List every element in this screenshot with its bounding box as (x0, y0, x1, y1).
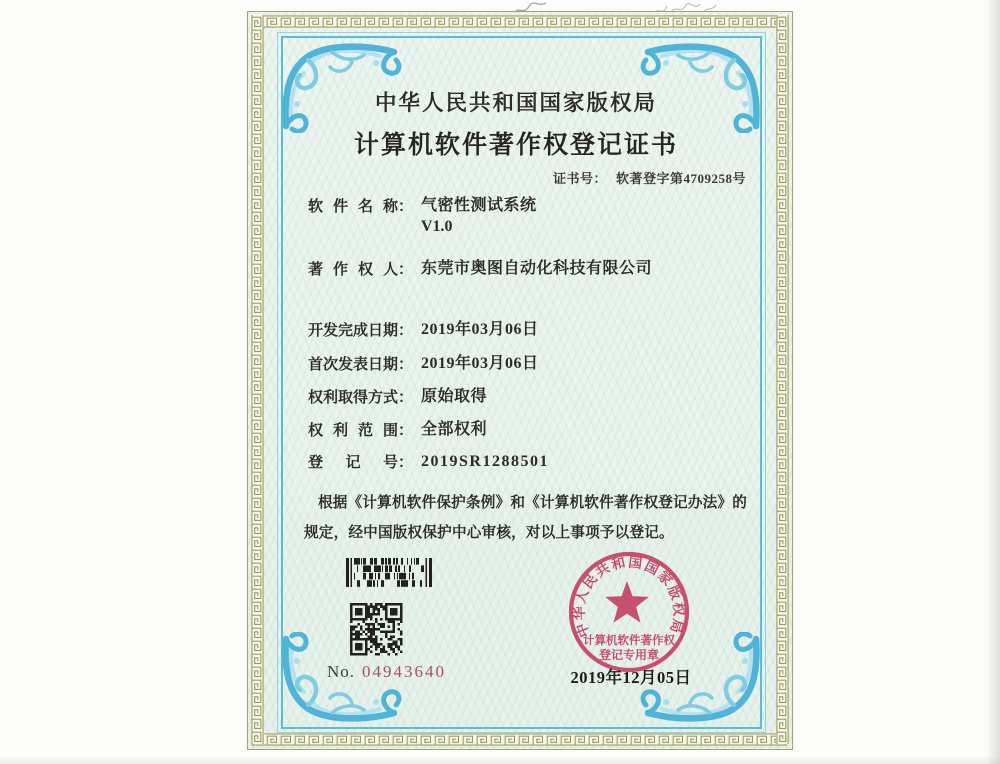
field-label: 软件名称 (308, 199, 398, 215)
scan-shadow (0, 756, 1000, 764)
field-row-rights-scope: 权利范围 ： 全部权利 (308, 421, 488, 439)
serial-prefix: No. (327, 662, 356, 681)
seal-star-icon (605, 581, 649, 623)
serial-number (327, 662, 446, 682)
field-label: 权利取得方式 (308, 390, 399, 406)
barcode (346, 558, 432, 587)
certificate-title: 计算机软件著作权登记证书 (353, 132, 678, 159)
field-value: 东莞市奥图自动化科技有限公司 (421, 260, 653, 277)
field-label: 开发完成日期 (308, 323, 399, 339)
qr-code (350, 603, 403, 656)
field-label: 著作权人 (308, 262, 398, 278)
seal-line2: 登记专用章 (598, 648, 660, 662)
field-row-software-name: 软件名称 ： 气密性测试系统 V1.0 (308, 197, 537, 235)
field-row-first-publish-date: 首次发表日期 ： 2019年03月06日 (308, 355, 539, 373)
certificate-number-value: 软著登字第4709258号 (615, 171, 746, 186)
field-value: 气密性测试系统 V1.0 (421, 197, 537, 235)
seal-line1: 计算机软件著作权 (583, 635, 675, 647)
software-version: V1.0 (421, 218, 453, 235)
issue-date: 2019年12月05日 (570, 668, 692, 687)
field-value: 原始取得 (421, 388, 488, 405)
certificate-number-label: 证书号： (552, 171, 607, 186)
field-row-dev-complete-date: 开发完成日期 ： 2019年03月06日 (308, 321, 539, 339)
scan-shadow (986, 0, 1000, 764)
certificate-number (553, 168, 746, 187)
certificate (247, 11, 793, 750)
field-label: 权利范围 (308, 423, 398, 439)
field-row-copyright-owner: 著作权人 ： 东莞市奥图自动化科技有限公司 (308, 260, 653, 278)
field-label: 登记号 (308, 455, 398, 471)
field-value: 全部权利 (421, 421, 488, 438)
field-value: 2019年03月06日 (421, 321, 539, 338)
registration-statement: 根据《计算机软件保护条例》和《计算机软件著作权登记办法》的 规定，经中国版权保护中心审核，对以上事项予以登记。 (304, 495, 748, 541)
serial-value: 04943640 (362, 662, 447, 681)
field-row-registration-number: 登记号 ： 2019SR1288501 (308, 453, 549, 471)
seal-ring-text: 中华人民共和国国家版权局 (571, 554, 687, 640)
field-value: 2019SR1288501 (421, 453, 549, 470)
greek-key-border-top (251, 15, 787, 28)
field-value: 2019年03月06日 (421, 355, 539, 372)
field-row-acquisition-method: 权利取得方式 ： 原始取得 (308, 388, 488, 406)
field-label: 首次发表日期 (308, 357, 399, 373)
greek-key-border-bottom (251, 733, 787, 746)
authority-name: 中华人民共和国国家版权局 (374, 91, 657, 115)
